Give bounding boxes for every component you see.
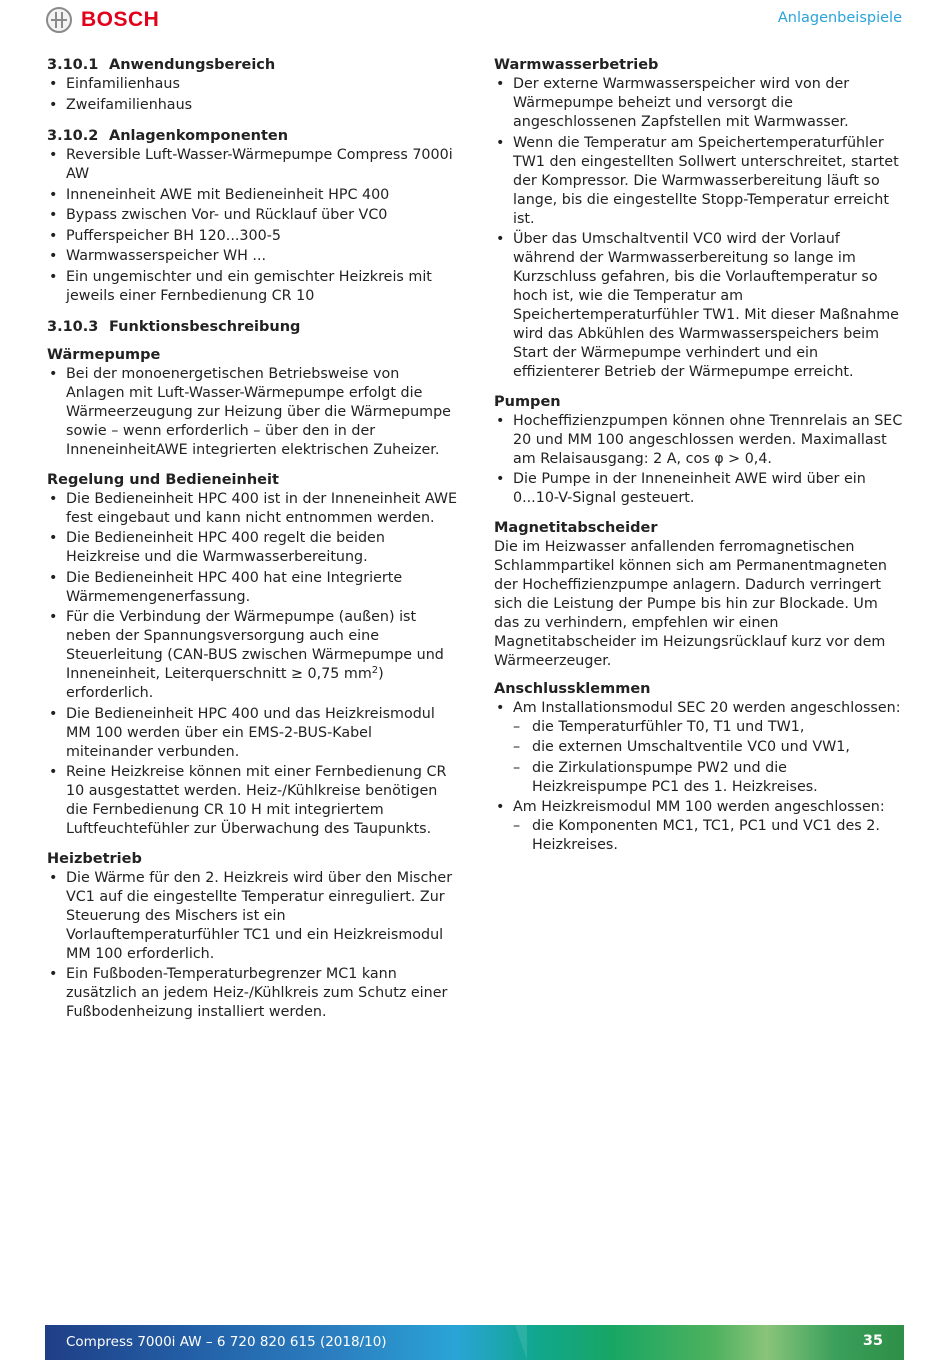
list-anschlussklemmen xyxy=(494,699,906,856)
heading-funktionsbeschreibung: 3.10.3 Funktionsbeschreibung xyxy=(47,319,301,335)
section-label: Anlagenbeispiele xyxy=(777,10,902,26)
list-item: • Einfamilienhaus xyxy=(47,75,461,94)
list-item: • Die Bedieneinheit HPC 400 hat eine Integrierte Wärmemengenerfassung. xyxy=(47,569,461,607)
subheading-pumpen: Pumpen xyxy=(494,393,561,410)
bosch-logo xyxy=(46,7,159,33)
subheading-magnetitabscheider: Magnetitabscheider xyxy=(494,519,658,536)
list-item: • Bei der monoenergetischen Betriebsweise von Anlagen mit Luft-Wasser-Wärmepumpe erfolgt die Wärmeerzeugung zur Heizung über die Wärmepumpe sowie – wenn erforderlich – über den in der InneneinheitAWE integrierten elektrischen Zuheizer. xyxy=(47,365,461,460)
page-footer xyxy=(45,1325,904,1360)
list-item: • Zweifamilienhaus xyxy=(47,96,461,115)
list-regelung xyxy=(47,490,461,840)
list-item: • Reversible Luft-Wasser-Wärmepumpe Compress 7000i AW xyxy=(47,146,461,184)
list-item: • Die Bedieneinheit HPC 400 regelt die beiden Heizkreise und die Warmwasserbereitung. xyxy=(47,529,461,567)
sublist-item: – die Zirkulationspumpe PW2 und die Heizkreispumpe PC1 des 1. Heizkreises. xyxy=(513,759,906,797)
heading-anlagenkomponenten: 3.10.2 Anlagenkomponenten xyxy=(47,128,289,144)
list-anlagenkomponenten xyxy=(47,146,461,306)
list-item: • Die Bedieneinheit HPC 400 und das Heizkreismodul MM 100 werden über ein EMS-2-BUS-Kabel miteinander verbunden. xyxy=(47,705,461,762)
list-item: • Über das Umschaltventil VC0 wird der Vorlauf während der Warmwasserbereitung so lange im Kurzschluss gefahren, bis die Vorlauftemperatur so hoch ist, wie die Temperatur am Speichertemperaturfühler TW1. Mit dieser Maßnahme wird das Abkühlen des Warmwasserspeichers beim Start der Wärmepumpe verhindert und ein effizienterer Betrieb der Wärmepumpe erreicht. xyxy=(494,230,906,382)
sublist-item: – die Komponenten MC1, TC1, PC1 und VC1 des 2. Heizkreises. xyxy=(513,817,906,855)
list-item: • Ein ungemischter und ein gemischter Heizkreis mit jeweils einer Fernbedienung CR 10 xyxy=(47,268,461,306)
list-item: • Pufferspeicher BH 120...300-5 xyxy=(47,227,461,246)
left-column xyxy=(47,56,461,1024)
list-item: • Bypass zwischen Vor- und Rücklauf über VC0 xyxy=(47,206,461,225)
subheading-waermepumpe: Wärmepumpe xyxy=(47,347,161,363)
list-item: • Wenn die Temperatur am Speichertemperaturfühler TW1 den eingestellten Sollwert unterschreitet, startet der Kompressor. Die Warmwasserbereitung läuft so lange, bis die eingestellte Stopp-Temperatur erreicht ist. xyxy=(494,134,906,229)
sublist-mm100 xyxy=(513,817,906,855)
subheading-heizbetrieb: Heizbetrieb xyxy=(47,850,142,867)
list-item: • Die Bedieneinheit HPC 400 ist in der Inneneinheit AWE fest eingebaut und kann nicht entnommen werden. xyxy=(47,490,461,528)
list-anwendungsbereich xyxy=(47,75,461,115)
brand-name: BOSCH xyxy=(81,8,160,31)
list-pumpen xyxy=(494,412,906,509)
sublist-item: – die externen Umschaltventile VC0 und VW1, xyxy=(513,738,906,757)
subheading-anschlussklemmen: Anschlussklemmen xyxy=(494,680,651,697)
subheading-warmwasserbetrieb: Warmwasserbetrieb xyxy=(494,57,659,73)
list-item: • Am Installationsmodul SEC 20 werden angeschlossen: – die Temperaturfühler T0, T1 und TW1, – die externen Umschaltventile VC0 und VW1, – die Zirkulationspumpe PW2 und die Heizkreispumpe PC1 des 1. Heizkreises. xyxy=(494,699,906,797)
list-item: • Am Heizkreismodul MM 100 werden angeschlossen: – die Komponenten MC1, TC1, PC1 und VC1 des 2. Heizkreises. xyxy=(494,798,906,855)
list-item: • Ein Fußboden-Temperaturbegrenzer MC1 kann zusätzlich an jedem Heiz-/Kühlkreis zum Schutz einer Fußbodenheizung installiert werden. xyxy=(47,965,461,1022)
list-item: • Reine Heizkreise können mit einer Fernbedienung CR 10 ausgestattet werden. Heiz-/Kühlkreise benötigen die Fernbedienung CR 10 H mit integriertem Luftfeuchtefühler zur Überwachung des Taupunkts. xyxy=(47,763,461,839)
right-column xyxy=(494,56,906,857)
page-number: 35 xyxy=(862,1333,883,1349)
subheading-regelung: Regelung und Bedieneinheit xyxy=(47,471,279,488)
list-item: • Hocheffizienzpumpen können ohne Trennrelais an SEC 20 und MM 100 angeschlossen werden. Maximallast am Relaisausgang: 2 A, cos φ > 0,4. xyxy=(494,412,906,469)
sublist-sec20 xyxy=(513,718,906,797)
list-item: • Für die Verbindung der Wärmepumpe (außen) ist neben der Spannungsversorgung auch eine Steuerleitung (CAN-BUS zwischen Wärmepumpe und Inneneinheit, Leiterquerschnitt ≥ 0,75 $mm^2$) erforderlich. xyxy=(47,608,461,703)
list-item: • Warmwasserspeicher WH ... xyxy=(47,247,461,266)
heading-anwendungsbereich: 3.10.1 Anwendungsbereich xyxy=(47,57,276,73)
list-heizbetrieb xyxy=(47,869,461,1023)
list-item: • Inneneinheit AWE mit Bedieneinheit HPC 400 xyxy=(47,186,461,205)
footer-document-id: Compress 7000i AW – 6 720 820 615 (2018/10) xyxy=(66,1334,387,1350)
list-warmwasserbetrieb xyxy=(494,75,906,382)
list-item: • Die Wärme für den 2. Heizkreis wird über den Mischer VC1 auf die eingestellte Temperatur einreguliert. Zur Steuerung des Mischers ist ein Vorlauftemperaturfühler TC1 und ein Heizkreismodul MM 100 erforderlich. xyxy=(47,869,461,964)
list-waermepumpe xyxy=(47,365,461,460)
bosch-armature-icon xyxy=(46,7,72,33)
sublist-item: – die Temperaturfühler T0, T1 und TW1, xyxy=(513,718,906,737)
paragraph-magnetitabscheider: Die im Heizwasser anfallenden ferromagnetischen Schlammpartikel können sich am Permanentmagneten der Hocheffizienzpumpe anlagern. Dadurch verringert sich die Leistung der Pumpe bis hin zur Blockade. Um das zu verhindern, empfehlen wir einen Magnetitabscheider im Heizungsrücklauf kurz vor dem Wärmeerzeuger. xyxy=(494,538,887,669)
list-item: • Die Pumpe in der Inneneinheit AWE wird über ein 0...10-V-Signal gesteuert. xyxy=(494,470,906,508)
page-header xyxy=(0,0,950,40)
list-item: • Der externe Warmwasserspeicher wird von der Wärmepumpe beheizt und versorgt die angeschlossenen Zapfstellen mit Warmwasser. xyxy=(494,75,906,132)
